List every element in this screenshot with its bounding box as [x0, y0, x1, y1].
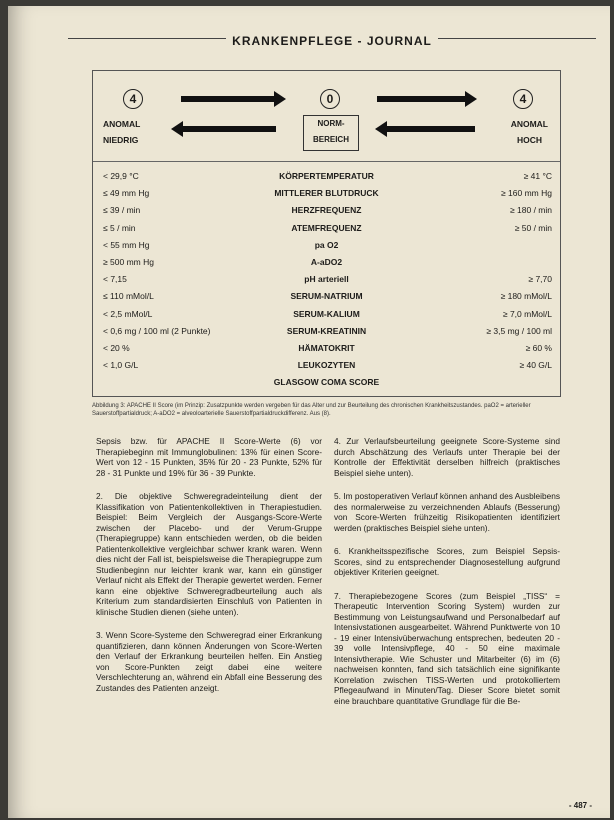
apache-score-table [92, 70, 561, 397]
label-anomal-low: ANOMAL [103, 119, 141, 129]
low-threshold: ≥ 500 mm Hg [103, 257, 154, 267]
arrow-left-icon [181, 126, 276, 132]
parameter-name: MITTLERER BLUTDRUCK [274, 188, 379, 199]
table-separator [93, 161, 560, 162]
parameter-name: GLASGOW COMA SCORE [273, 377, 380, 388]
score-4-high: 4 [513, 89, 533, 109]
low-threshold: < 20 % [103, 343, 130, 353]
parameter-name: SERUM-KREATININ [286, 325, 367, 336]
parameter-name: pa O2 [314, 239, 339, 250]
score-4-low: 4 [123, 89, 143, 109]
high-threshold: ≥ 40 G/L [519, 360, 552, 371]
low-threshold: ≤ 110 mMol/L [103, 291, 154, 302]
high-threshold: ≥ 7,0 mMol/L [502, 308, 552, 319]
arrow-left-icon [385, 126, 475, 132]
label-bereich: BEREICH [312, 135, 349, 144]
high-threshold: ≥ 60 % [525, 343, 552, 353]
high-threshold: ≥ 3,5 mg / 100 ml [486, 325, 552, 336]
parameter-name: SERUM-NATRIUM [290, 291, 363, 302]
high-threshold: ≥ 180 / min [510, 205, 552, 216]
text-column-right [334, 436, 560, 719]
score-0-center: 0 [320, 89, 340, 109]
low-threshold: ≤ 49 mm Hg [103, 188, 150, 199]
paragraph: 6. Krankheitsspezifische Scores, zum Beispiel Sepsis-Scores, sind zu entsprechender Diagnosestellung aufgrund objektiver Kriterien geeignet. [334, 546, 560, 577]
table-row [93, 188, 560, 205]
low-threshold: < 7,15 [103, 274, 127, 285]
table-row [93, 360, 560, 377]
parameter-name: SERUM-KALIUM [293, 308, 360, 319]
normal-range-box [303, 115, 359, 151]
label-norm: NORM- [317, 119, 345, 128]
high-threshold: ≥ 41 °C [523, 171, 552, 181]
paragraph: Sepsis bzw. für APACHE II Score-Werte (6) vor Therapiebeginn mit Immunglobulinen: 13% für einen Score-Wert von 12 - 15 Punkten, 35% für 20 - 23 Punkte, 52% für 28 - 31 Punkte und 19% für 36 - 39 Punkte. [96, 436, 322, 478]
parameter-name: LEUKOZYTEN [297, 360, 356, 371]
low-threshold: ≤ 5 / min [103, 222, 136, 233]
page-number: - 487 - [568, 801, 592, 810]
table-row [93, 257, 560, 274]
low-threshold: < 2,5 mMol/L [103, 308, 153, 319]
label-hoch: HOCH [516, 135, 542, 145]
paragraph: 5. Im postoperativen Verlauf können anhand des Ausbleibens des normalerweise zu verzeichnenden Ablaufs (Besserung) von Score-Werten frühzeitig Risikopatienten identifiziert werden (praktisches Beispiel siehe unten). [334, 491, 560, 533]
high-threshold: ≥ 50 / min [514, 222, 552, 233]
paragraph: 7. Therapiebezogene Scores (zum Beispiel „TISS“ = Therapeutic Intervention Scoring System) wurden zur Bestimmung von Leistungsaufwand und Personalbedarf auf Intensivstationen ausgearbeitet. Während Punktwerte von 10 - 19 einer Intensivüberwachung entsprechen, bedeuten 20 - 39 volle Intensivpflege, 40 - 50 eine maximale Intensivtherapie. Wie Schuster und Mitarbeiter (6) im (6) nachweisen konnten, fand sich tatsächlich eine signifikante Korrelation zwischen TISS-Werten und protokolliertem Pflegeaufwand in Minuten/Tag. Dieser Score bietet somit eine brauchbare quantitative Grundlage für die Be- [334, 590, 560, 706]
table-row [93, 223, 560, 240]
text-column-left [96, 436, 322, 706]
low-threshold: ≤ 39 / min [103, 205, 141, 216]
arrow-right-icon [181, 96, 276, 102]
low-threshold: < 1,0 G/L [103, 360, 139, 371]
table-row [93, 205, 560, 222]
high-threshold: ≥ 180 mMol/L [500, 291, 552, 302]
journal-title: KRANKENPFLEGE - JOURNAL [68, 34, 596, 48]
parameter-name: HÄMATOKRIT [298, 343, 355, 353]
parameter-name: KÖRPERTEMPERATUR [279, 171, 374, 181]
low-threshold: < 55 mm Hg [103, 239, 150, 250]
high-threshold: ≥ 160 mm Hg [501, 188, 552, 199]
figure-caption: Abbildung 3: APACHE II Score (im Prinzip: Zusatzpunkte werden vergeben für das Alter und zur Beurteilung des chronischen Krankheitszustandes. paO2 = arterieller Sauerstoffpartialdruck; A-aDO2 = alveoloarterielle Sauerstoffpartialdruckdifferenz. Aus (8). [92, 403, 531, 417]
table-row [93, 240, 560, 257]
paragraph: 3. Wenn Score-Systeme den Schweregrad einer Erkrankung quantifizieren, dann können Änderungen von Score-Werten den Verlauf der Erkrankung beurteilen helfen. Ein Anstieg von Score-Punkten zeigt dabei eine weitere Verschlechterung an, während ein Abfall eine Besserung des Zustandes des Patienten anzeigt. [96, 630, 322, 693]
table-row [93, 343, 560, 360]
parameter-name: HERZFREQUENZ [291, 205, 362, 216]
table-row [93, 377, 560, 394]
low-threshold: < 29,9 °C [103, 171, 139, 181]
paragraph: 2. Die objektive Schweregradeinteilung dient der Klassifikation von Patientenkollektiven in Therapiestudien. Beispiel: Beim Vergleich der Ausgangs-Score-Werte zwischen der Placebo- und der Verum-Gruppe (Therapiegruppe) kann entschieden werden, ob die beiden Patientenkollektive vergleichbar schwer krank waren. Wenn dies nicht der Fall ist, beispielsweise die Therapiegruppe zum Studienbeginn nur leichter krank war, kann ein günstiger Verlauf nicht als Effekt der Therapie gewertet werden. Ferner kann eine objektive Schweregradbeurteilung auch als Kriterium zum standardisierten Einschluß von Patienten in klinische Studien dienen (siehe unten). [96, 491, 322, 617]
label-niedrig: NIEDRIG [103, 135, 139, 145]
table-row [93, 291, 560, 308]
table-row [93, 326, 560, 343]
high-threshold: ≥ 7,70 [528, 274, 552, 285]
parameter-name: ATEMFREQUENZ [291, 222, 362, 233]
low-threshold: < 0,6 mg / 100 ml (2 Punkte) [103, 325, 211, 336]
paragraph: 4. Zur Verlaufsbeurteilung geeignete Score-Systeme sind durch Abschätzung des Verlaufs unter Therapie bei der Kontrolle der Effektivität derselben hilfreich (praktisches Beispiel siehe unten). [334, 436, 560, 478]
parameter-name: pH arteriell [304, 274, 349, 285]
label-anomal-high: ANOMAL [510, 119, 548, 129]
parameter-name: A-aDO2 [310, 257, 343, 267]
arrow-right-icon [377, 96, 467, 102]
table-row [93, 274, 560, 291]
table-row [93, 309, 560, 326]
table-row [93, 171, 560, 188]
